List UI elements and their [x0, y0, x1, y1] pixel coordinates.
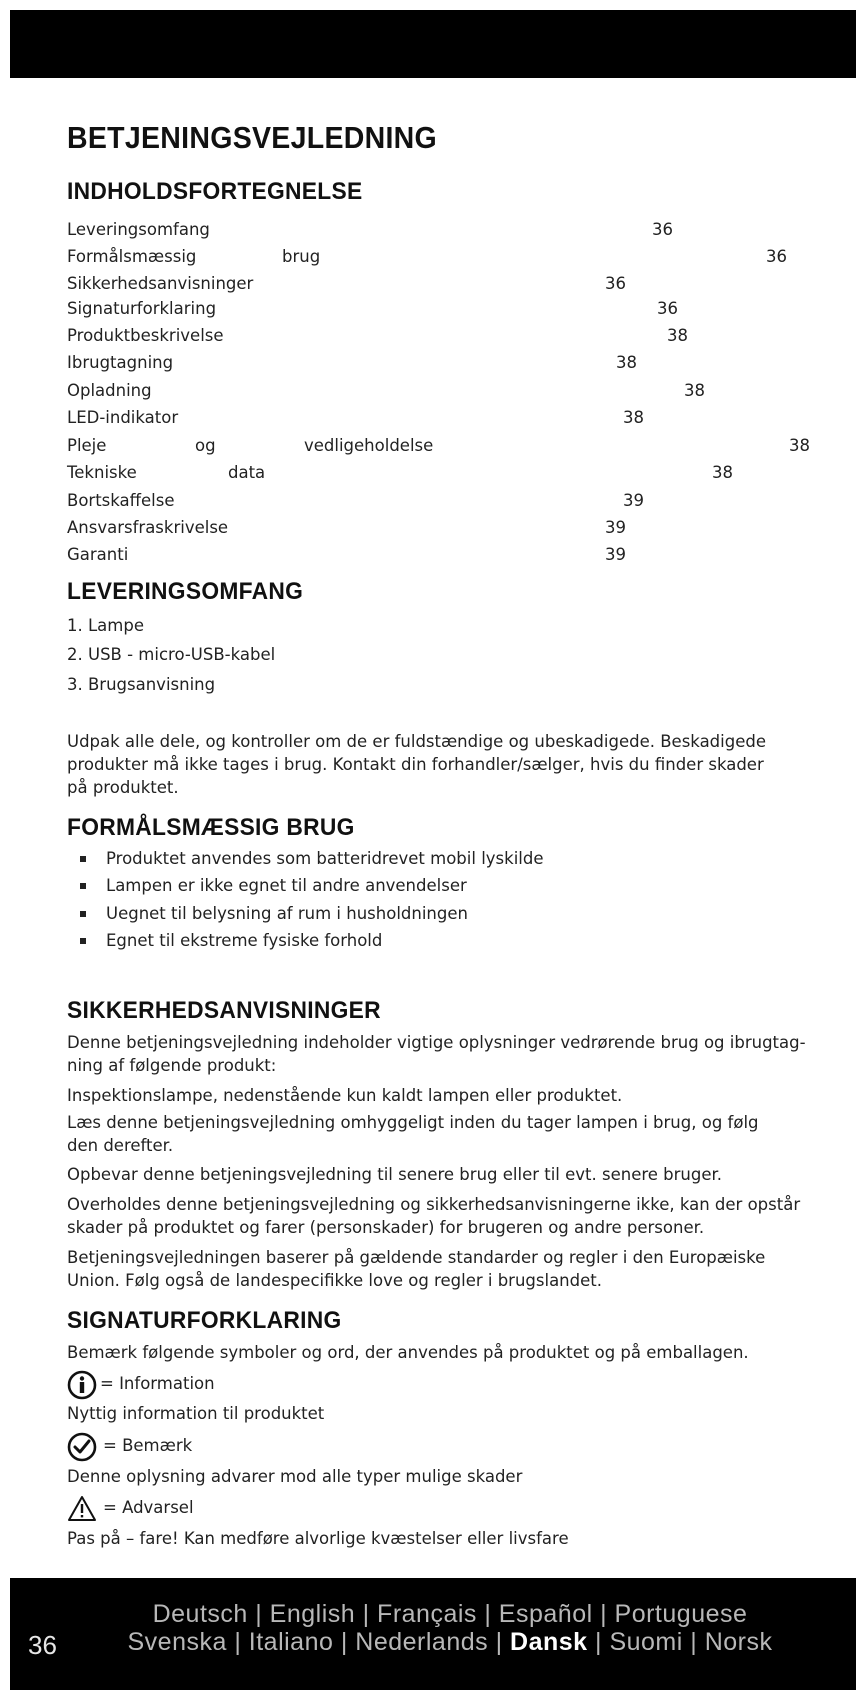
paragraph: Opbevar denne betjeningsvejledning til senere brug eller til evt. senere bruger.: [67, 1165, 723, 1184]
toc-page: 38: [623, 408, 644, 427]
toc-entry[interactable]: Pleje: [67, 436, 107, 455]
bullet-marker: [80, 883, 86, 889]
list-item: Egnet til ekstreme fysiske forhold: [106, 931, 383, 950]
symbol-label: = Bemærk: [103, 1436, 193, 1455]
list-item: 2. USB - micro-USB-kabel: [67, 645, 276, 664]
paragraph: Bemærk følgende symboler og ord, der anvendes på produktet og på emballagen.: [67, 1343, 749, 1362]
toc-entry[interactable]: LED-indikator: [67, 408, 179, 427]
toc-entry[interactable]: Tekniske: [67, 463, 137, 482]
active-language[interactable]: Dansk: [510, 1628, 588, 1656]
toc-page: 36: [766, 247, 787, 266]
paragraph: Betjeningsvejledningen baserer på gældende standarder og regler i den Europæiske Union. Følg også de landespecifikke love og regler i brugslandet.: [67, 1248, 766, 1290]
toc-page: 36: [652, 220, 673, 239]
toc-heading: INDHOLDSFORTEGNELSE: [67, 178, 363, 205]
check-icon: [67, 1432, 97, 1462]
list-item: Produktet anvendes som batteridrevet mobil lyskilde: [106, 849, 544, 868]
bullet-marker: [80, 856, 86, 862]
symbol-desc: Denne oplysning advarer mod alle typer mulige skader: [67, 1467, 523, 1486]
unpack-note: Udpak alle dele, og kontroller om de er fuldstændige og ubeskadigede. Beskadigede produkter må ikke tages i brug. Kontakt din forhandler/sælger, hvis du finder skader på produktet.: [67, 732, 766, 797]
toc-entry[interactable]: Formålsmæssig: [67, 247, 197, 266]
bullet-marker: [80, 911, 86, 917]
language-list[interactable]: Svenska | Italiano | Nederlands | Dansk | Suomi | Norsk: [127, 1628, 773, 1656]
toc-entry[interactable]: Ibrugtagning: [67, 353, 174, 372]
list-item: Lampen er ikke egnet til andre anvendelser: [106, 876, 467, 895]
toc-page: 39: [605, 545, 626, 564]
page-title: BETJENINGSVEJLEDNING: [67, 120, 438, 155]
symbol-label: = Information: [100, 1374, 215, 1393]
toc-page: 39: [623, 491, 644, 510]
section-heading-signatur: SIGNATURFORKLARING: [67, 1307, 342, 1334]
paragraph: Denne betjeningsvejledning indeholder vigtige oplysninger vedrørende brug og ibrugtag-ning af følgende produkt:: [67, 1033, 806, 1075]
list-item: 3. Brugsanvisning: [67, 675, 216, 694]
toc-page: 38: [789, 436, 810, 455]
toc-page: 38: [712, 463, 733, 482]
toc-entry[interactable]: Garanti: [67, 545, 129, 564]
toc-entry-part: brug: [282, 247, 321, 266]
section-heading-sikkerhed: SIKKERHEDSANVISNINGER: [67, 997, 381, 1024]
toc-entry-part: data: [228, 463, 266, 482]
toc-page: 36: [657, 299, 678, 318]
paragraph: Overholdes denne betjeningsvejledning og sikkerhedsanvisningerne ikke, kan der opstår skader på produktet og farer (personskader) for brugeren og andre personer.: [67, 1195, 801, 1237]
symbol-desc: Pas på – fare! Kan medføre alvorlige kvæstelser eller livsfare: [67, 1529, 569, 1548]
toc-entry[interactable]: Ansvarsfraskrivelse: [67, 518, 229, 537]
toc-page: 38: [616, 353, 637, 372]
bullet-marker: [80, 938, 86, 944]
header-bar: [10, 10, 856, 78]
language-list[interactable]: Deutsch | English | Français | Español | Portuguese: [152, 1600, 748, 1628]
toc-entry-part: vedligeholdelse: [304, 436, 434, 455]
toc-entry[interactable]: Opladning: [67, 381, 152, 400]
toc-page: 38: [667, 326, 688, 345]
list-item: Uegnet til belysning af rum i husholdningen: [106, 904, 468, 923]
toc-entry[interactable]: Bortskaffelse: [67, 491, 175, 510]
paragraph: Læs denne betjeningsvejledning omhyggeligt inden du tager lampen i brug, og følg den derefter.: [67, 1113, 759, 1155]
paragraph: Inspektionslampe, nedenstående kun kaldt lampen eller produktet.: [67, 1086, 623, 1105]
info-icon: [67, 1370, 97, 1400]
symbol-desc: Nyttig information til produktet: [67, 1404, 325, 1423]
toc-entry[interactable]: Signaturforklaring: [67, 299, 217, 318]
toc-entry[interactable]: Produktbeskrivelse: [67, 326, 224, 345]
section-heading-leveringsomfang: LEVERINGSOMFANG: [67, 578, 304, 605]
toc-page: 39: [605, 518, 626, 537]
list-item: 1. Lampe: [67, 616, 144, 635]
toc-page: 38: [684, 381, 705, 400]
warning-icon: [67, 1495, 97, 1523]
symbol-label: = Advarsel: [103, 1498, 194, 1517]
section-heading-formaal: FORMÅLSMÆSSIG BRUG: [67, 814, 355, 841]
toc-entry[interactable]: Leveringsomfang: [67, 220, 210, 239]
toc-page: 36: [605, 274, 626, 293]
toc-entry-part: og: [195, 436, 216, 455]
toc-entry[interactable]: Sikkerhedsanvisninger: [67, 274, 254, 293]
page-number: 36: [28, 1630, 57, 1660]
